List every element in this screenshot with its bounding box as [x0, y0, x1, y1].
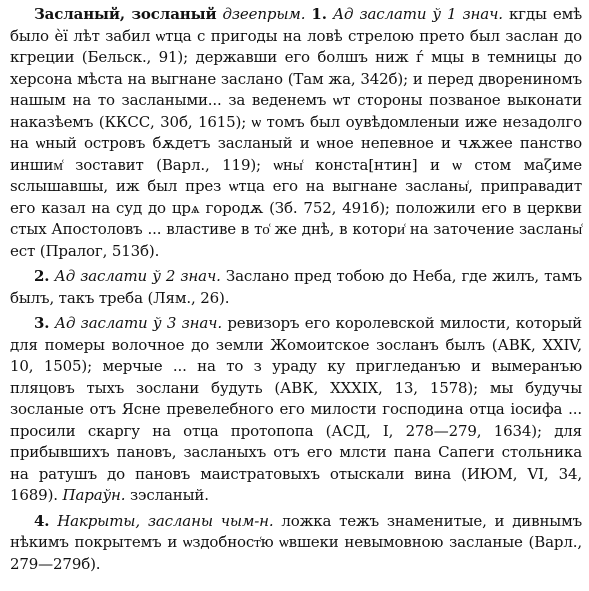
headword: Засланый, зосланый	[34, 5, 217, 23]
compare-label: Параўн.	[62, 486, 126, 504]
sense-text: ложка тежъ знаменитые, и дивнымъ нѣкимъ покрытемъ и ѡздобност͑ю ѡвшеки невымовною засланые (Варл., 279—279б).	[10, 511, 582, 573]
sense-label: Ад заслати ў 1 знач.	[332, 5, 503, 23]
sense-1-paragraph	[10, 4, 582, 262]
sense-number: 2.	[34, 267, 50, 285]
sense-text: ревизоръ его королевской милости, который для померы волочное до земли Жомоитское зосланъ былъ (АВК, XXIV, 10, 1505); мерчые ... на то з ураду ку пригледанъю и вымеранъю пляцовъ тыхъ зослани будуть (АВК, XXXIX, 13, 1578); мы будучы зосланые отъ Ясне превелебного его милости господина отца іосифа ... просили скаргу на отца протопопа (АСД, I, 278—279, 1634); для прибывшихъ пановъ, засланыхъ отъ его млсти пана Сапеги стольника на ратушъ до пановъ маистратовыхъ отыскали вина (ИЮМ, VI, 34, 1689).	[10, 314, 582, 504]
sense-number: 4.	[34, 511, 50, 530]
sense-4-paragraph	[10, 511, 582, 576]
sense-2-paragraph	[10, 266, 582, 309]
sense-text: Заслано пред тобою до Неба, где жилъ, тамъ былъ, такъ треба (Лям., 26).	[10, 267, 582, 307]
sense-label: Ад заслати ў 2 знач.	[54, 267, 221, 285]
part-of-speech: дзеeпрым.	[222, 5, 306, 23]
sense-3-paragraph	[10, 313, 582, 507]
sense-label: Накрыты, засланы чым-н.	[57, 511, 274, 530]
sense-label: Ад заслати ў 3 знач.	[54, 314, 222, 332]
sense-number: 1.	[311, 5, 327, 23]
sense-text: кгды емѣ было ѐї лѣт забил ѡтца с пригоды на ловѣ стрелою прето был заслан до кгреции (Бельск., 91); державши его болшъ ниж ѓ мцы в темницы до херсона мѣста на выгнане заслано (Там жа, 342б); и перед дворениномъ нашым на то заслаными... за веденемъ ѡт стороны позваное выконати наказѣемъ (ККСС, 30б, 1615); ѡ томъ был оувѣдомленыи иже незадолго на ѡный островъ бѫдетъ засланый и ѡное непевное и чѫжее панство иншим͑ зоставит (Варл., 119); ѡны͑ конста[нтин] и ѡ стом маζиме ѕслышавшы, иж был през ѡтца его на выгнане засланы͑, приправадит его казал на суд до црѧ городѫ (Зб. 752, 491б); положили его в церкви стых Апостоловъ ... властиве в то͑ же днѣ, в котори͑ на заточение засланы͑ ест (Пралог, 513б).	[10, 5, 582, 260]
compare-text: зэсланый.	[130, 486, 209, 504]
sense-number: 3.	[34, 314, 50, 332]
